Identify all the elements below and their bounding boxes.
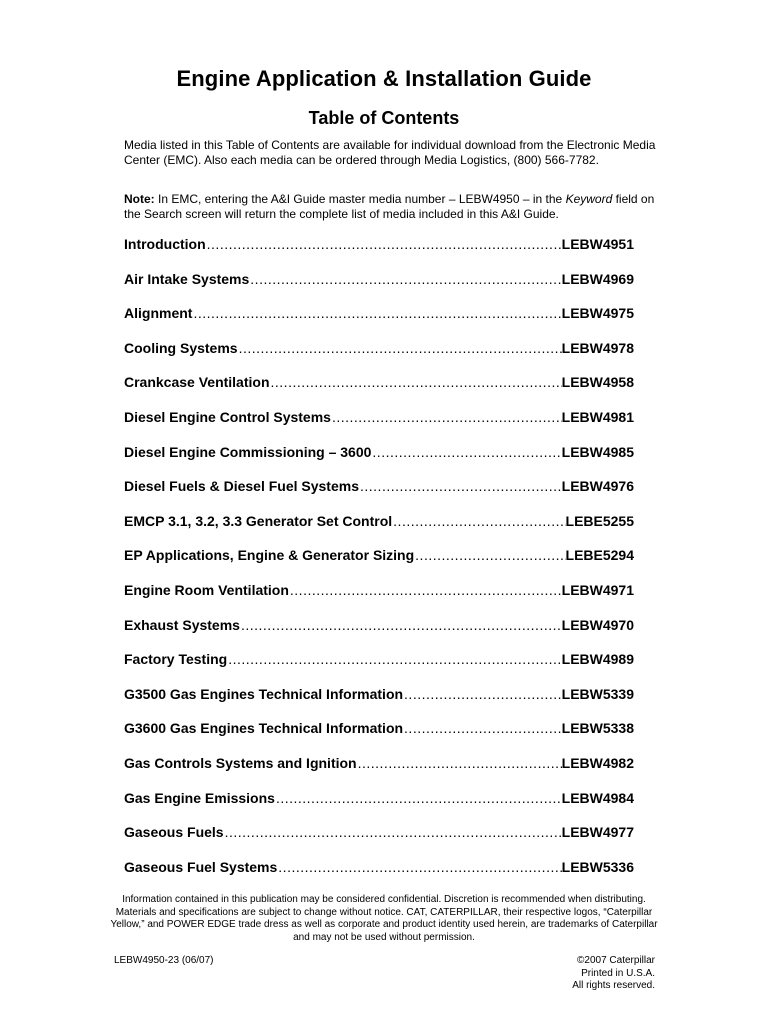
toc-leader-dots (403, 686, 562, 702)
toc-entry-code: LEBW4951 (561, 236, 634, 252)
toc-entry-code: LEBW5336 (561, 858, 634, 875)
toc-entry (124, 236, 634, 271)
toc-leader-dots (206, 236, 562, 252)
toc-leader-dots (331, 409, 562, 425)
toc-leader-dots (277, 859, 561, 875)
toc-entry-title: Engine Room Ventilation (124, 581, 289, 598)
toc-leader-dots (270, 374, 562, 390)
toc-entry (124, 305, 634, 340)
toc-entry-code: LEBW4970 (561, 616, 634, 633)
toc-entry-code: LEBW4976 (561, 478, 634, 495)
toc-entry (124, 755, 634, 790)
toc-leader-dots (403, 720, 562, 736)
toc-entry-code: LEBW4989 (561, 651, 634, 668)
toc-entry-code: LEBW4985 (561, 443, 634, 460)
toc-entry-code: LEBE5294 (565, 547, 634, 564)
toc-entry (124, 271, 634, 306)
toc-entry (124, 859, 634, 894)
note-text-before: In EMC, entering the A&I Guide master media number – LEBW4950 – in the (154, 192, 566, 206)
toc-entry-title: Gas Engine Emissions (124, 789, 275, 806)
toc-leader-dots (414, 547, 565, 563)
toc-leader-dots (238, 340, 562, 356)
toc-entry-title: Diesel Fuels & Diesel Fuel Systems (124, 478, 359, 495)
toc-entry-title: Diesel Engine Commissioning – 3600 (124, 443, 372, 460)
toc-entry (124, 617, 634, 652)
toc-leader-dots (192, 305, 561, 321)
toc-entry-title: Introduction (124, 236, 206, 252)
toc-entry-code: LEBW4981 (561, 408, 634, 425)
toc-leader-dots (392, 513, 565, 529)
footer-disclaimer: Information contained in this publication may be considered confidential. Discretion is recommended when distributing. Materials and specifications are subject to change without notice. CAT, CATERPILLAR, their respective logos, “Caterpillar Yellow,” and POWER EDGE trade dress as well as corporate and product identity used herein, are trademarks of Caterpillar and may not be used without permission. (110, 894, 658, 943)
document-title: Engine Application & Installation Guide (176, 66, 592, 91)
table-of-contents (124, 236, 634, 893)
toc-entry (124, 790, 634, 825)
toc-entry-title: Alignment (124, 305, 193, 322)
toc-entry-title: Gaseous Fuel Systems (124, 858, 278, 875)
toc-entry-title: G3500 Gas Engines Technical Information (124, 685, 404, 702)
note-paragraph (124, 192, 664, 222)
toc-entry-title: EP Applications, Engine & Generator Sizing (124, 547, 415, 564)
rights-line: All rights reserved. (572, 980, 655, 991)
toc-leader-dots (240, 617, 562, 633)
toc-entry-code: LEBW4975 (561, 305, 634, 322)
toc-leader-dots (359, 478, 562, 494)
toc-entry-title: Factory Testing (124, 651, 228, 668)
toc-entry-code: LEBW4978 (561, 339, 634, 356)
toc-entry-title: Gaseous Fuels (124, 824, 224, 841)
toc-entry-title: Exhaust Systems (124, 616, 240, 633)
toc-entry (124, 720, 634, 755)
toc-entry-title: G3600 Gas Engines Technical Information (124, 720, 404, 737)
document-subtitle: Table of Contents (308, 108, 460, 128)
toc-entry-code: LEBW4984 (561, 789, 634, 806)
toc-leader-dots (224, 824, 562, 840)
footer-document-number: LEBW4950-23 (06/07) (114, 955, 214, 966)
toc-entry (124, 651, 634, 686)
toc-entry-title: Cooling Systems (124, 339, 238, 356)
toc-leader-dots (289, 582, 562, 598)
toc-entry-code: LEBW4958 (561, 374, 634, 391)
copyright-line: ©2007 Caterpillar (577, 955, 655, 966)
toc-entry (124, 824, 634, 859)
toc-entry (124, 409, 634, 444)
toc-entry (124, 547, 634, 582)
toc-leader-dots (275, 790, 562, 806)
note-text-after: field on the Search screen will return the complete list of media included in this A&I Guide. (124, 192, 655, 221)
toc-entry-code: LEBW4977 (561, 824, 634, 841)
toc-entry (124, 513, 634, 548)
toc-entry (124, 478, 634, 513)
toc-leader-dots (227, 651, 561, 667)
footer-copyright-block (572, 955, 655, 993)
toc-entry (124, 444, 634, 479)
toc-entry-title: EMCP 3.1, 3.2, 3.3 Generator Set Control (124, 512, 393, 529)
toc-entry (124, 340, 634, 375)
toc-entry (124, 374, 634, 409)
toc-entry-title: Diesel Engine Control Systems (124, 408, 331, 425)
toc-entry-title: Gas Controls Systems and Ignition (124, 754, 357, 771)
toc-entry (124, 582, 634, 617)
toc-entry-code: LEBW4969 (561, 270, 634, 287)
toc-leader-dots (371, 444, 561, 460)
note-label: Note: (124, 192, 155, 206)
printed-line: Printed in U.S.A. (581, 967, 655, 979)
toc-entry-code: LEBW5338 (561, 720, 634, 737)
toc-entry (124, 686, 634, 721)
toc-entry-title: Air Intake Systems (124, 270, 250, 287)
toc-entry-code: LEBW4982 (561, 754, 634, 771)
toc-leader-dots (357, 755, 562, 771)
toc-leader-dots (249, 271, 561, 287)
intro-paragraph: Media listed in this Table of Contents are available for individual download from the Electronic Media Center (EMC). Also each media can be ordered through Media Logistics, (800) 566-7782. (124, 138, 656, 167)
toc-entry-code: LEBW5339 (561, 685, 634, 702)
toc-entry-code: LEBE5255 (565, 512, 634, 529)
toc-entry-title: Crankcase Ventilation (124, 374, 270, 391)
toc-entry-code: LEBW4971 (561, 581, 634, 598)
note-keyword: Keyword (565, 192, 613, 206)
